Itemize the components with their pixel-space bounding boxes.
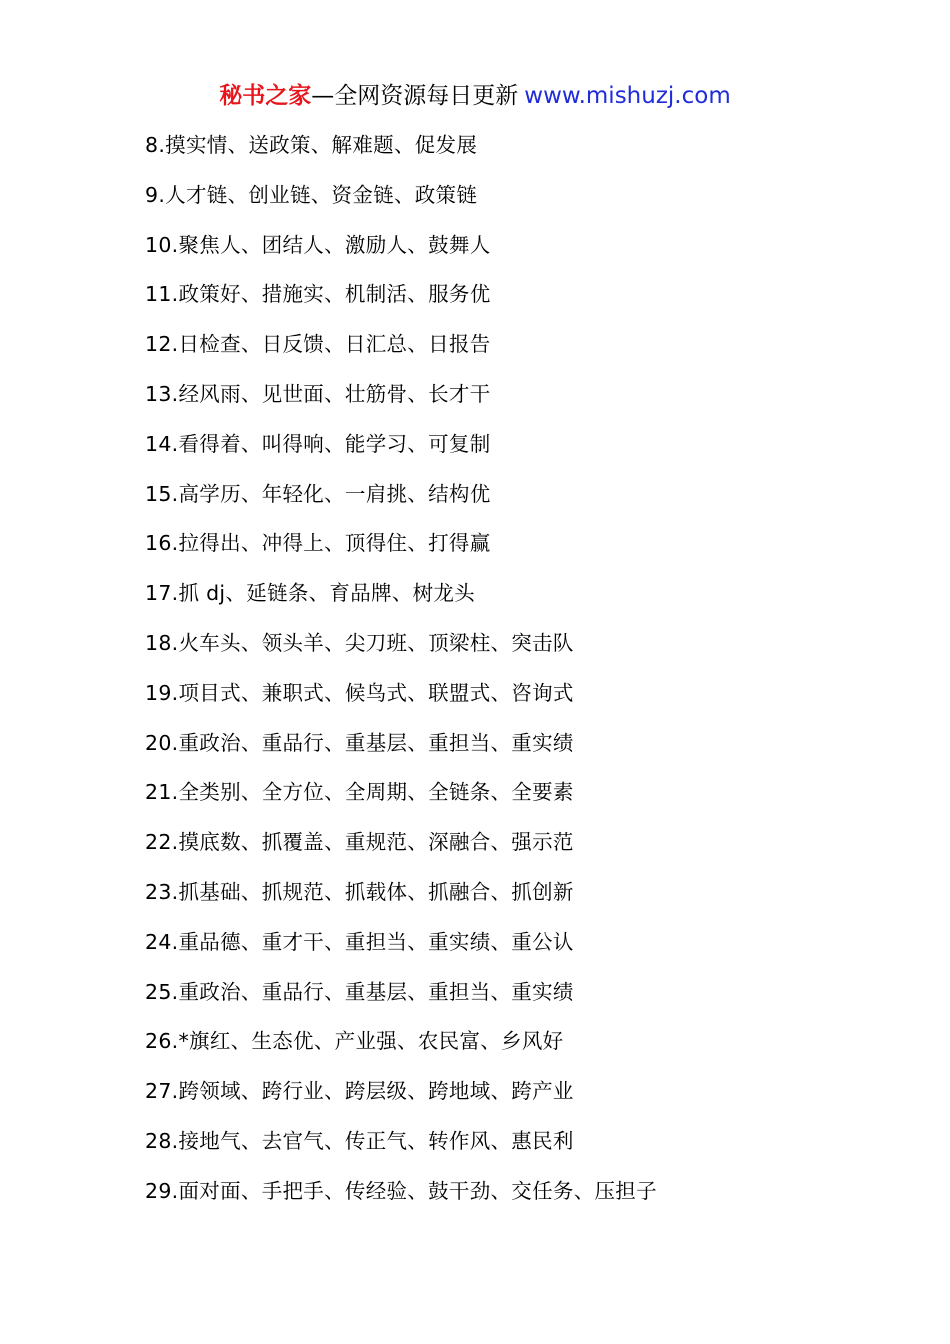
page-header bbox=[0, 80, 950, 112]
list-item: 13.经风雨、见世面、壮筋骨、长才干 bbox=[145, 381, 491, 406]
list-item: 22.摸底数、抓覆盖、重规范、深融合、强示范 bbox=[145, 830, 574, 855]
list-item: 12.日检查、日反馈、日汇总、日报告 bbox=[145, 332, 491, 357]
list-item: 23.抓基础、抓规范、抓载体、抓融合、抓创新 bbox=[145, 879, 574, 904]
list-item: 16.拉得出、冲得上、顶得住、打得赢 bbox=[145, 531, 491, 556]
site-url-link[interactable]: www.mishuzj.com bbox=[524, 83, 731, 109]
list-item: 17.抓 dj、延链条、育品牌、树龙头 bbox=[145, 581, 476, 606]
brand-name: 秘书之家 bbox=[219, 83, 312, 109]
list-item: 26.*旗红、生态优、产业强、农民富、乡风好 bbox=[145, 1029, 564, 1054]
header-tagline: —全网资源每日更新 bbox=[311, 83, 519, 109]
list-item: 14.看得着、叫得响、能学习、可复制 bbox=[145, 431, 491, 456]
list-item: 19.项目式、兼职式、候鸟式、联盟式、咨询式 bbox=[145, 680, 574, 705]
list-item: 21.全类别、全方位、全周期、全链条、全要素 bbox=[145, 780, 574, 805]
list-item: 11.政策好、措施实、机制活、服务优 bbox=[145, 282, 491, 307]
list-item: 25.重政治、重品行、重基层、重担当、重实绩 bbox=[145, 979, 574, 1004]
list-item: 29.面对面、手把手、传经验、鼓干劲、交任务、压担子 bbox=[145, 1178, 657, 1203]
list-item: 27.跨领域、跨行业、跨层级、跨地域、跨产业 bbox=[145, 1079, 574, 1104]
list-item: 9.人才链、创业链、资金链、政策链 bbox=[145, 182, 478, 207]
list-item: 18.火车头、领头羊、尖刀班、顶梁柱、突击队 bbox=[145, 630, 574, 655]
list-item: 24.重品德、重才干、重担当、重实绩、重公认 bbox=[145, 929, 574, 954]
list-item: 20.重政治、重品行、重基层、重担当、重实绩 bbox=[145, 730, 574, 755]
list-item: 28.接地气、去官气、传正气、转作风、惠民利 bbox=[145, 1128, 574, 1153]
list-item: 15.高学历、年轻化、一肩挑、结构优 bbox=[145, 481, 491, 506]
list-item: 8.摸实情、送政策、解难题、促发展 bbox=[145, 133, 478, 157]
list-item: 10.聚焦人、团结人、激励人、鼓舞人 bbox=[145, 232, 491, 257]
phrase-list bbox=[145, 128, 905, 1224]
